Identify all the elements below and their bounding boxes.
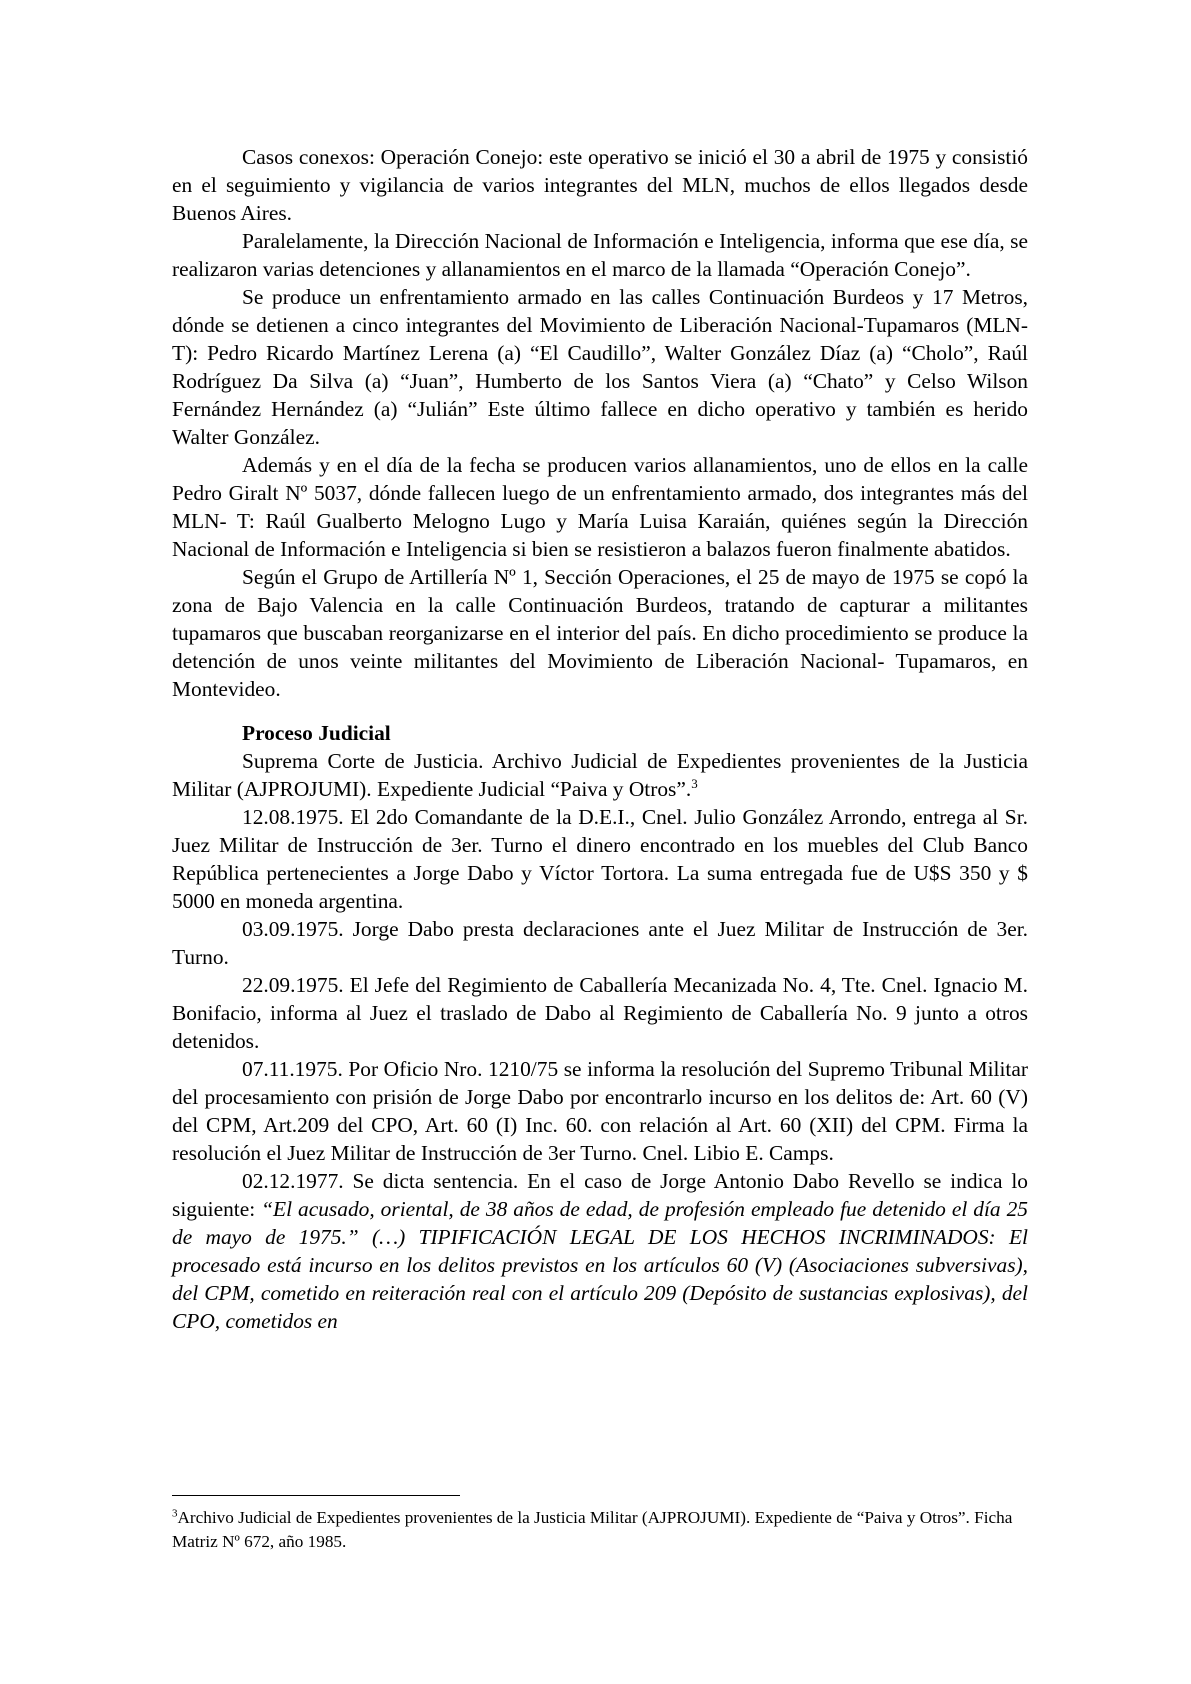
paragraph-grupo-artilleria: Según el Grupo de Artillería Nº 1, Sección Operaciones, el 25 de mayo de 1975 se copó la zona de Bajo Valencia en la calle Continuación Burdeos, tratando de capturar a militantes tupamaros que buscaban reorganizarse en el interior del país. En dicho procedimiento se produce la detención de unos veinte militantes del Movimiento de Liberación Nacional- Tupamaros, en Montevideo. [172, 565, 1028, 701]
judicial-entry: 22.09.1975. El Jefe del Regimiento de Caballería Mecanizada No. 4, Tte. Cnel. Ignacio M. Bonifacio, informa al Juez el traslado de Dabo al Regimiento de Caballería No. 9 junto a otros detenidos. [172, 973, 1028, 1053]
paragraph-paralelamente: Paralelamente, la Dirección Nacional de Información e Inteligencia, informa que ese día, se realizaron varias detenciones y allanamientos en el marco de la llamada “Operación Conejo”. [172, 229, 1028, 281]
footnote-text: Archivo Judicial de Expedientes provenientes de la Justicia Militar (AJPROJUMI). Expediente de “Paiva y Otros”. Ficha Matriz Nº 672, año 1985. [172, 1508, 1013, 1551]
footnote-marker: 3 [172, 1507, 178, 1520]
section-heading: Proceso Judicial [242, 721, 391, 745]
sentencia-quote: “El acusado, oriental, de 38 años de edad, de profesión empleado fue detenido el día 25 de mayo de 1975.” (…) TIPIFICACIÓN LEGAL DE LOS HECHOS INCRIMINADOS: El procesado está incurso en los delitos previstos en los artículos 60 (V) (Asociaciones subversivas), del CPM, cometido en reiteración real con el artículo 209 (Depósito de sustancias explosivas), del CPO, cometidos en [172, 1197, 1028, 1333]
footnote-reference[interactable]: 3 [691, 775, 698, 791]
spacer [172, 703, 1028, 719]
body-text [172, 143, 1028, 1335]
judicial-entry: 12.08.1975. El 2do Comandante de la D.E.I., Cnel. Julio González Arrondo, entrega al Sr. Juez Militar de Instrucción de 3er. Turno el dinero encontrado en los muebles del Club Banco República pertenecientes a Jorge Dabo y Víctor Tortora. La suma entregada fue de U$S 350 y $ 5000 en moneda argentina. [172, 805, 1028, 913]
judicial-entry: 07.11.1975. Por Oficio Nro. 1210/75 se informa la resolución del Supremo Tribunal Militar del procesamiento con prisión de Jorge Dabo por encontrarlo incurso en los delitos de: Art. 60 (V) del CPM, Art.209 del CPO, Art. 60 (I) Inc. 60. con relación al Art. 60 (XII) del CPM. Firma la resolución el Juez Militar de Instrucción de 3er Turno. Cnel. Libio E. Camps. [172, 1057, 1028, 1165]
paragraph-enfrentamiento: Se produce un enfrentamiento armado en las calles Continuación Burdeos y 17 Metros, dónde se detienen a cinco integrantes del Movimiento de Liberación Nacional-Tupamaros (MLN- T): Pedro Ricardo Martínez Lerena (a) “El Caudillo”, Walter González Díaz (a) “Cholo”, Raúl Rodríguez Da Silva (a) “Juan”, Humberto de los Santos Viera (a) “Chato” y Celso Wilson Fernández Hernández (a) “Julián” Este último fallece en dicho operativo y también es herido Walter González. [172, 285, 1028, 449]
paragraph-allanamientos: Además y en el día de la fecha se producen varios allanamientos, uno de ellos en la calle Pedro Giralt Nº 5037, dónde fallecen luego de un enfrentamiento armado, dos integrantes más del MLN- T: Raúl Gualberto Melogno Lugo y María Luisa Karaián, quiénes según la Dirección Nacional de Información e Inteligencia si bien se resistieron a balazos fueron finalmente abatidos. [172, 453, 1028, 561]
paragraph-casos-conexos: Casos conexos: Operación Conejo: este operativo se inició el 30 a abril de 1975 y consistió en el seguimiento y vigilancia de varios integrantes del MLN, muchos de ellos llegados desde Buenos Aires. [172, 145, 1028, 225]
paragraph-judicial-intro: Suprema Corte de Justicia. Archivo Judicial de Expedientes provenientes de la Justicia Militar (AJPROJUMI). Expediente Judicial “Paiva y Otros”.$^3$ [172, 749, 1028, 801]
judicial-entry: 03.09.1975. Jorge Dabo presta declaraciones ante el Juez Militar de Instrucción de 3er. Turno. [172, 917, 1028, 969]
footnote-separator [172, 1495, 460, 1496]
footnote [172, 1506, 1028, 1554]
judicial-entry-sentencia: 02.12.1977. Se dicta sentencia. En el caso de Jorge Antonio Dabo Revello se indica lo siguiente: “El acusado, oriental, de 38 años de edad, de profesión empleado fue detenido el día 25 de mayo de 1975.” (…) TIPIFICACIÓN LEGAL DE LOS HECHOS INCRIMINADOS: El procesado está incurso en los delitos previstos en los artículos 60 (V) (Asociaciones subversivas), del CPM, cometido en reiteración real con el artículo 209 (Depósito de sustancias explosivas), del CPO, cometidos en [172, 1169, 1028, 1333]
